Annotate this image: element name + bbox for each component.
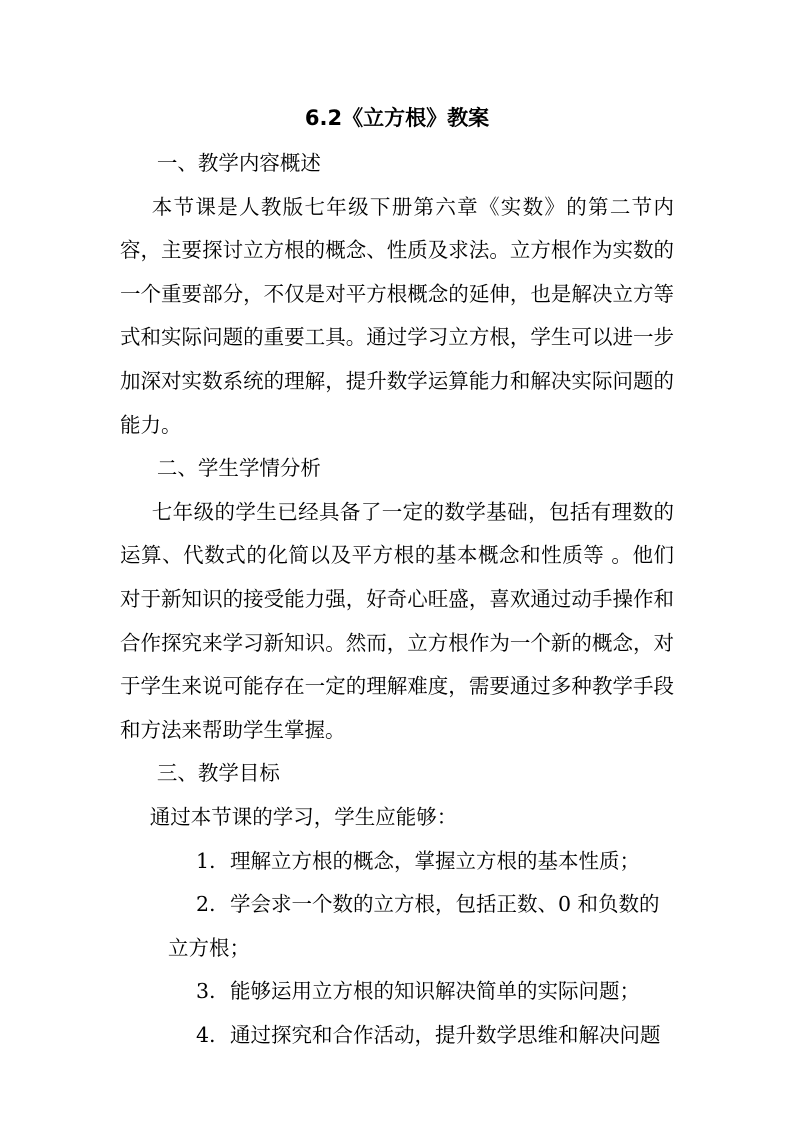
document-title: 6.2《立方根》教案: [304, 106, 490, 130]
section-heading-2: 二、学生学情分析: [156, 456, 321, 481]
objectives-intro: 通过本节课的学习，学生应能够：: [149, 804, 458, 829]
section-heading-3: 三、教学目标: [156, 761, 280, 786]
objective-number: 2.: [196, 892, 216, 917]
objective-item-3: [120, 970, 674, 1014]
objective-text: 通过探究和合作活动，提升数学思维和解决问题: [230, 1022, 661, 1047]
section-heading-1: 一、教学内容概述: [156, 151, 321, 175]
objective-number: 4.: [196, 1022, 216, 1047]
document-body: [120, 142, 674, 1057]
objective-item-1: [120, 840, 674, 884]
section-paragraph-1: 本节课是人教版七年级下册第六章《实数》的第二节内容，主要探讨立方根的概念、性质及求法。立方根作为实数的一个重要部分，不仅是对平方根概念的延伸，也是解决立方等式和实际问题的重要工具。通过学习立方根，学生可以进一步加深对实数系统的理解，提升数学运算能力和解决实际问题的能力。: [120, 194, 674, 437]
objective-text: 学会求一个数的立方根，包括正数、0 和负数的: [230, 892, 660, 917]
objective-number: 3.: [196, 979, 216, 1004]
objective-item-4: [120, 1014, 674, 1058]
section-paragraph-2: 七年级的学生已经具备了一定的数学基础，包括有理数的运算、代数式的化简以及平方根的基本概念和性质等 。他们对于新知识的接受能力强，好奇心旺盛，喜欢通过动手操作和合作探究来学习新知识。然而，立方根作为一个新的概念，对于学生来说可能存在一定的理解难度，需要通过多种教学手段和方法来帮助学生掌握。: [120, 499, 674, 742]
objective-text: 能够运用立方根的知识解决简单的实际问题；: [230, 979, 640, 1004]
objective-text-continued: 立方根；: [168, 935, 250, 960]
objective-item-2: [120, 883, 674, 970]
objective-number: 1.: [196, 848, 216, 873]
objective-text: 理解立方根的概念，掌握立方根的基本性质；: [230, 848, 640, 873]
